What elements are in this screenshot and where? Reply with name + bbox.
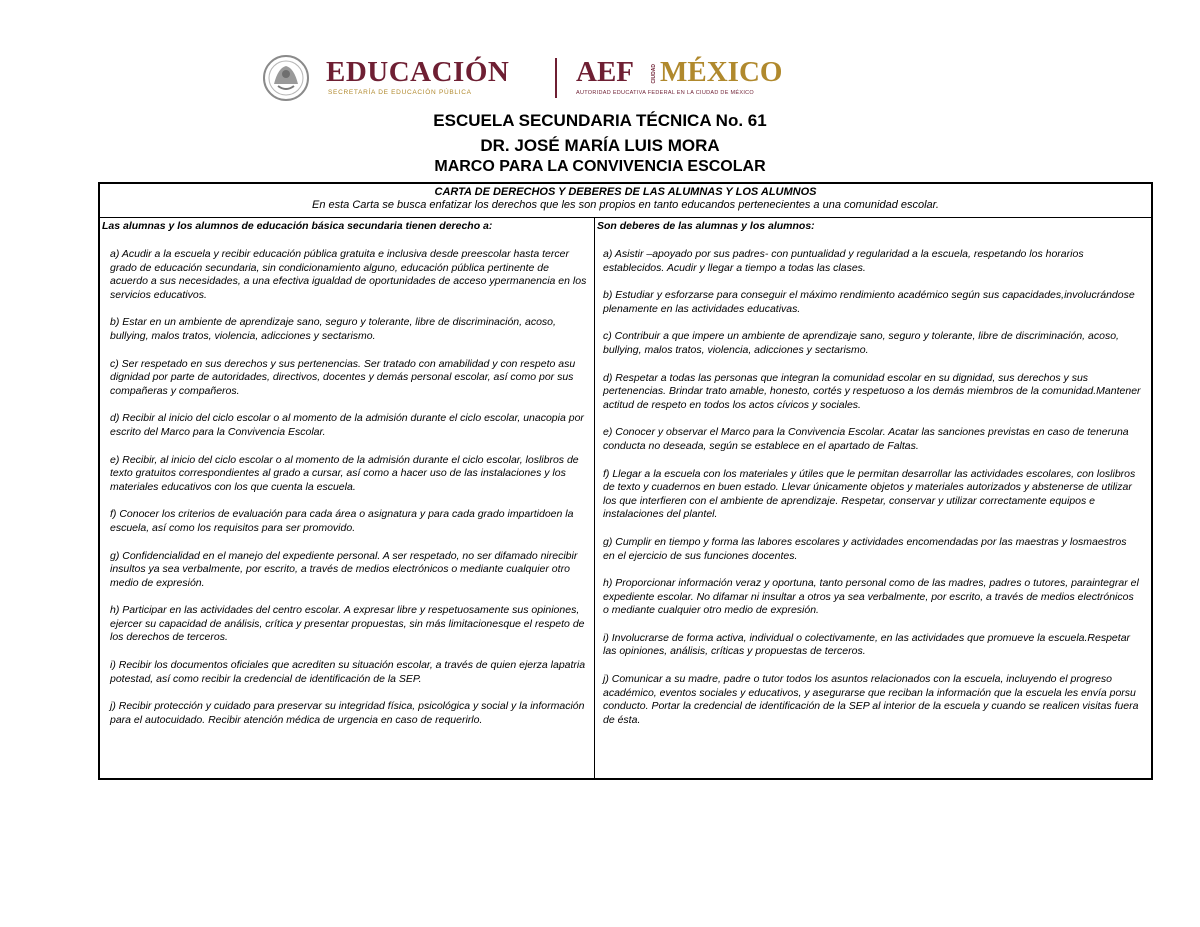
- educacion-logo-text: EDUCACIÓN: [326, 56, 510, 88]
- rights-item-g: g) Confidencialidad en el manejo del expediente personal. A ser respetado, no ser difamado nirecibir insultos ya sea verbalmente, por escrito, a través de medios electrónicos o mediante cualquier otro medio de expresión.: [110, 549, 578, 589]
- aef-subtitle: AUTORIDAD EDUCATIVA FEDERAL EN LA CIUDAD DE MÉXICO: [576, 90, 754, 96]
- rights-item-j: j) Recibir protección y cuidado para preservar su integridad física, psicológica y social y la información para el autocuidado. Recibir atención médica de urgencia en caso de requerirlo.: [110, 700, 585, 726]
- rights-list: [100, 234, 594, 727]
- duties-item-i: i) Involucrarse de forma activa, individual o colectivamente, en las actividades que promueve la escuela.Respetar las opiniones, análisis, críticas y propuestas de terceros.: [603, 631, 1131, 658]
- national-seal-icon: [260, 54, 312, 102]
- duties-item-c: c) Contribuir a que impere un ambiente de aprendizaje sano, seguro y tolerante, libre de discriminación, acoso, bullying, malos tratos, violencia, adicciones y sectarismo.: [603, 330, 1119, 356]
- duties-heading: Son deberes de las alumnas y los alumnos:: [597, 220, 815, 232]
- charter-title: CARTA DE DERECHOS Y DEBERES DE LAS ALUMNAS Y LOS ALUMNOS: [434, 186, 817, 198]
- rights-heading: Las alumnas y los alumnos de educación básica secundaria tienen derecho a:: [102, 220, 493, 232]
- duties-item-a: a) Asistir –apoyado por sus padres- con puntualidad y regularidad a la escuela, respetando los horarios establecidos. Acudir y llegar a tiempo a todas las clases.: [603, 248, 1084, 274]
- header-logos: [258, 52, 798, 104]
- rights-item-e: e) Recibir, al inicio del ciclo escolar o al momento de la admisión durante el ciclo escolar, loslibros de texto gratuitos correspondientes al grado a cursar, así como a hacer uso de las instalaciones y los materiales educativos con los que cuenta la escuela.: [110, 453, 579, 493]
- framework-title: MARCO PARA LA CONVIVENCIA ESCOLAR: [434, 158, 766, 175]
- duties-item-j: j) Comunicar a su madre, padre o tutor todos los asuntos relacionados con la escuela, incluyendo el progreso académico, eventos sociales y educativos, y asegurarse que reciban la información que la escuela les envía porsu conducto. Portar la credencial de identificación de la SEP al interior de la escuela y cuando se realicen visitas fuera de ésta.: [603, 673, 1139, 726]
- mexico-logo-text: MÉXICO: [660, 56, 783, 88]
- rights-item-h: h) Participar en las actividades del centro escolar. A expresar libre y respetuosamente sus opiniones, ejercer su capacidad de análisis, crítica y presentar propuestas, sin más limitacionesque el respeto de los derechos de terceros.: [110, 604, 585, 644]
- school-name: DR. JOSÉ MARÍA LUIS MORA: [480, 136, 720, 155]
- duties-item-f: f) Llegar a la escuela con los materiales y útiles que le permitan desarrollar las actividades escolares, con loslibros de texto y cuadernos en buen estado. Llevar únicamente objetos y materiales autorizados y abstenerse de utilizar los que interfieren con el ambiente de aprendizaje. Respetar, conservar y utilizar correctamente equipos e instalaciones del plantel.: [603, 467, 1136, 521]
- charter-subtitle: En esta Carta se busca enfatizar los derechos que les son propios en tanto educandos pertenecientes a una comunidad escolar.: [312, 199, 939, 211]
- duties-item-e: e) Conocer y observar el Marco para la Convivencia Escolar. Acatar las sanciones previstas en caso de teneruna conducta no deseada, según se establece en el apartado de Faltas.: [603, 426, 1129, 452]
- rights-item-f: f) Conocer los criterios de evaluación para cada área o asignatura y para cada grado impartidoen la escuela, así como los requisitos para ser promovido.: [110, 508, 574, 534]
- sep-subtitle: SECRETARÍA DE EDUCACIÓN PÚBLICA: [328, 89, 472, 96]
- rights-item-i: i) Recibir los documentos oficiales que acrediten su situación escolar, a través de quien ejerza lapatria potestad, así como recibir la credencial de identificación de la SEP.: [110, 659, 586, 685]
- logo-divider: [555, 58, 557, 98]
- rights-item-a: a) Acudir a la escuela y recibir educación pública gratuita e inclusiva desde preescolar hasta tercer grado de educación secundaria, sin condicionamiento alguno, educación pública pertinente de acuerdo a sus necesidades, a una efectiva igualdad de oportunidades de acceso ypermanencia en los servicios educativos.: [110, 248, 587, 301]
- rights-item-c: c) Ser respetado en sus derechos y sus pertenencias. Ser tratado con amabilidad y con respeto asu dignidad por parte de autoridades, directivos, docentes y demás personal escolar, así como por sus compañeras y compañeros.: [110, 357, 576, 397]
- rights-item-d: d) Recibir al inicio del ciclo escolar o al momento de la admisión durante el ciclo escolar, unacopia por escrito del Marco para la Convivencia Escolar.: [110, 412, 584, 438]
- duties-list: [595, 234, 1151, 727]
- duties-item-d: d) Respetar a todas las personas que integran la comunidad escolar en su dignidad, sus derechos y sus pertenencias. Brindar trato amable, honesto, cortés y respetuoso a los demás miembros de la comunidad.Mantener actitud de respeto en todos los actos cívicos y sociales.: [603, 371, 1141, 411]
- duties-item-g: g) Cumplir en tiempo y forma las labores escolares y actividades encomendadas por las maestras y losmaestros en el ejercicio de sus funciones docentes.: [603, 535, 1127, 562]
- school-title: ESCUELA SECUNDARIA TÉCNICA No. 61: [433, 111, 767, 130]
- duties-column: [595, 218, 1151, 778]
- duties-item-h: h) Proporcionar información veraz y oportuna, tanto personal como de las madres, padres o tutores, paraintegrar el expediente escolar. No difamar ni insultar a otros ya sea verbalmente, por escrito, a través de medios electrónicos o mediante cualquier otro medio de expresión.: [603, 577, 1139, 617]
- charter-table: [98, 182, 1153, 780]
- charter-header: [100, 184, 1151, 218]
- rights-column: [100, 218, 595, 778]
- duties-item-b: b) Estudiar y esforzarse para conseguir el máximo rendimiento académico según sus capacidades,involucrándose plenamente en las actividades educativas.: [603, 289, 1135, 315]
- aef-logo-text: AEF: [576, 56, 634, 88]
- rights-item-b: b) Estar en un ambiente de aprendizaje sano, seguro y tolerante, libre de discriminación, acoso, bullying, malos tratos, violencia, adicciones y sectarismo.: [110, 316, 556, 342]
- aef-ciudad-tag: CIUDAD: [651, 64, 657, 84]
